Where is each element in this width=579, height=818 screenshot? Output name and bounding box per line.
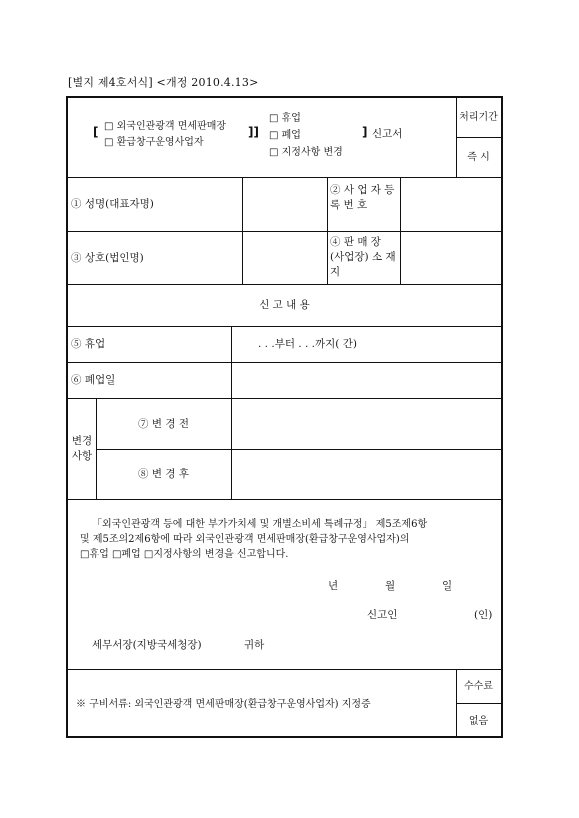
declaration-line-1: 「외국인관광객 등에 대한 부가가치세 및 개별소비세 특례규정」 제5조제6항 [92, 519, 428, 530]
divider [96, 398, 97, 499]
form-caption: [별지 제4호서식] <개정 2010.4.13> [68, 76, 259, 89]
option-duty-free-store: □ 외국인관광객 면세판매장 [104, 121, 227, 132]
option-closure: □ 휴업 [269, 113, 301, 124]
divider [456, 98, 457, 177]
divider [456, 137, 501, 138]
divider [96, 449, 501, 450]
divider [327, 177, 328, 284]
company-name-label: ③ 상호(법인명) [71, 252, 144, 264]
divider [400, 177, 401, 284]
bracket-right: ] [362, 125, 368, 139]
closure-label: ⑤ 휴업 [71, 338, 106, 350]
divider [68, 398, 501, 399]
divider [68, 499, 501, 500]
section-title: 신 고 내 용 [259, 299, 310, 311]
shutdown-date-label: ⑥ 폐업일 [71, 374, 116, 386]
divider [68, 177, 501, 178]
bracket-left: [ [93, 125, 99, 139]
divider [68, 326, 501, 327]
before-change-label: ⑦ 변 경 전 [138, 418, 189, 430]
biz-reg-no-label: ② 사 업 자 등 록 번 호 [330, 184, 395, 211]
fee-value: 없음 [468, 716, 489, 727]
divider [231, 326, 232, 499]
divider [68, 362, 501, 363]
form-title: 신고서 [372, 128, 403, 140]
required-documents: ※ 구비서류: 외국인관광객 면세판매장(환급창구운영사업자) 지정증 [76, 699, 371, 710]
recipient: 세무서장(지방국세청장) [92, 639, 202, 651]
option-shutdown: □ 폐업 [269, 130, 301, 141]
declaration-line-3: □휴업 □폐업 □지정사항의 변경을 신고합니다. [80, 549, 289, 560]
change-items-label: 변경 사항 [71, 435, 93, 462]
processing-period-label: 처리기간 [459, 112, 498, 123]
divider [456, 703, 501, 704]
store-location-label: ④ 판 매 장 (사업장) 소 재 지 [330, 236, 396, 278]
after-change-label: ⑧ 변 경 후 [138, 468, 189, 480]
processing-period-value: 즉 시 [467, 152, 490, 163]
name-label: ① 성명(대표자명) [71, 198, 154, 210]
declarant-label: 신고인 [367, 609, 398, 621]
divider [68, 231, 501, 232]
closure-period: . . .부터 . . .까지( 간) [258, 338, 357, 350]
seal-mark: (인) [474, 609, 493, 621]
divider [68, 284, 501, 285]
fee-label: 수수료 [464, 681, 493, 692]
declaration-line-2: 및 제5조의2제6항에 따라 외국인관광객 면세판매장(환급창구운영사업자)의 [80, 534, 410, 545]
report-form [66, 96, 503, 738]
date-day: 일 [442, 580, 453, 592]
divider [242, 177, 243, 284]
bracket-mid: ]] [248, 125, 259, 139]
recipient-honorific: 귀하 [244, 639, 265, 651]
date-month: 월 [385, 580, 396, 592]
divider [68, 669, 501, 670]
option-change: □ 지정사항 변경 [269, 147, 343, 158]
date-year: 년 [328, 580, 339, 592]
option-refund-operator: □ 환급창구운영사업자 [104, 137, 204, 148]
